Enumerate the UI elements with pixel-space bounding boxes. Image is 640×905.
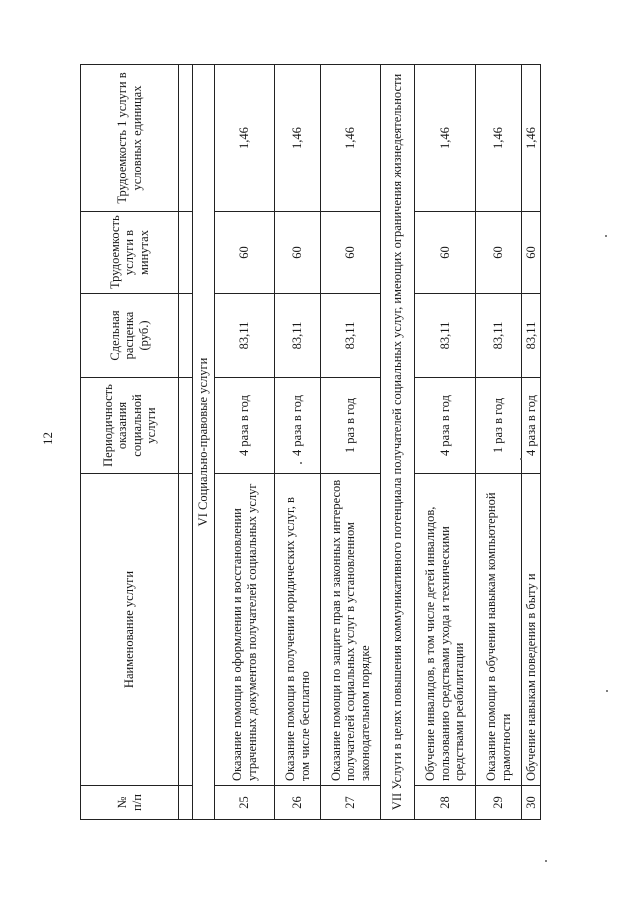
- row-periodicity: 4 раза в год: [522, 378, 541, 474]
- row-minutes: 60: [275, 212, 321, 294]
- scan-speck: [605, 235, 607, 237]
- row-units: 1,46: [321, 65, 381, 212]
- header-rate: Сдельная расценка (руб.): [81, 294, 179, 378]
- table-row: [321, 65, 381, 820]
- row-num: 29: [476, 786, 522, 820]
- spacer-cell: [179, 786, 193, 820]
- row-units: 1,46: [476, 65, 522, 212]
- row-name: Оказание помощи в обучении навыкам компьютерной грамотности: [476, 474, 522, 786]
- spacer-cell: [179, 212, 193, 294]
- spacer-cell: [179, 65, 193, 212]
- row-rate: 83,11: [275, 294, 321, 378]
- spacer-cell: [179, 378, 193, 474]
- header-units: Трудоемкость 1 услуги в условных единицах: [81, 65, 179, 212]
- row-name: Оказание помощи по защите прав и законных интересов получателей социальных услуг в установленном законодательном порядке: [321, 474, 381, 786]
- row-num: 30: [522, 786, 541, 820]
- row-rate: 83,11: [476, 294, 522, 378]
- row-units: 1,46: [522, 65, 541, 212]
- section-title: VII Услуги в целях повышения коммуникативного потенциала получателей социальных услуг, имеющих ограничения жизнедеятельности: [381, 65, 415, 820]
- scan-speck: [545, 860, 547, 862]
- header-minutes: Трудоемкость услуги в минутах: [81, 212, 179, 294]
- row-units: 1,46: [275, 65, 321, 212]
- row-name: Обучение навыкам поведения в быту и: [522, 474, 541, 786]
- table-spacer-row: [179, 65, 193, 820]
- spacer-cell: [179, 474, 193, 786]
- row-units: 1,46: [215, 65, 275, 212]
- table-row: [415, 65, 476, 820]
- header-num: № п/п: [81, 786, 179, 820]
- row-rate: 83,11: [522, 294, 541, 378]
- row-periodicity: 1 раз в год: [321, 378, 381, 474]
- row-units: 1,46: [415, 65, 476, 212]
- row-periodicity: 4 раза в год: [415, 378, 476, 474]
- row-periodicity: 4 раза в год: [275, 378, 321, 474]
- table-row: [215, 65, 275, 820]
- spacer-cell: [179, 294, 193, 378]
- table-row: [476, 65, 522, 820]
- table-row: [522, 65, 541, 820]
- scan-speck: [520, 458, 522, 460]
- table-row: [275, 65, 321, 820]
- section-row: [193, 65, 215, 820]
- table-header-row: [81, 65, 179, 820]
- row-name: Оказание помощи в получении юридических услуг, в том числе бесплатно: [275, 474, 321, 786]
- scan-speck: [300, 462, 302, 464]
- section-title: VI Социально-правовые услуги: [193, 65, 215, 820]
- row-minutes: 60: [415, 212, 476, 294]
- rotated-page-content: [80, 65, 538, 820]
- row-name: Обучение инвалидов, в том числе детей инвалидов, пользованию средствами ухода и техническими средствами реабилитации: [415, 474, 476, 786]
- header-periodicity: Периодичность оказания социальной услуги: [81, 378, 179, 474]
- section-row: [381, 65, 415, 820]
- row-rate: 83,11: [215, 294, 275, 378]
- scan-speck: [606, 690, 608, 692]
- row-periodicity: 1 раз в год: [476, 378, 522, 474]
- row-name: Оказание помощи в оформлении и восстановлении утраченных документов получателей социальных услуг: [215, 474, 275, 786]
- row-rate: 83,11: [415, 294, 476, 378]
- services-table: [80, 64, 541, 820]
- row-minutes: 60: [321, 212, 381, 294]
- row-num: 27: [321, 786, 381, 820]
- row-minutes: 60: [522, 212, 541, 294]
- row-periodicity: 4 раза в год: [215, 378, 275, 474]
- row-minutes: 60: [476, 212, 522, 294]
- row-rate: 83,11: [321, 294, 381, 378]
- row-minutes: 60: [215, 212, 275, 294]
- row-num: 26: [275, 786, 321, 820]
- row-num: 25: [215, 786, 275, 820]
- row-num: 28: [415, 786, 476, 820]
- page-number: 12: [40, 432, 55, 445]
- header-name: Наименование услуги: [81, 474, 179, 786]
